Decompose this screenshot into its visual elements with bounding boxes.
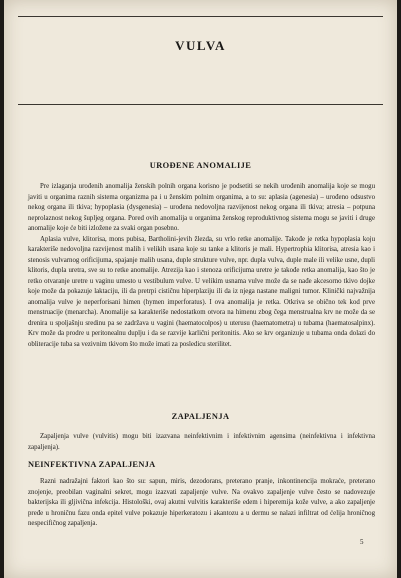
book-page xyxy=(4,0,397,578)
inflammation-text xyxy=(28,432,375,453)
top-rule xyxy=(18,16,383,17)
page-title: VULVA xyxy=(175,38,226,53)
noninfective-text xyxy=(28,477,375,530)
page-number: 5 xyxy=(360,538,364,546)
anomalies-text xyxy=(28,182,375,350)
anomalies-paragraph-1: Pre izlaganja urođenih anomalija ženskih polnih organa korisno je podsetiti se nekih urođenih anomalija koje se mogu javiti u organima raznih sistema organizma pa i u ženskim polnim organima, a to su: aplasia (agenesia) – urođeno odsustvo nekog organa ili tkiva; hypoplasia (dysgenesia) – urođena nedovoljna razvijenost nekog organa ili tkiva; atresia – potpuna neprolaznost nekog šupljeg organa. Pored ovih anomalija u organima ženskog reproduktivnog sistema mogu se javiti i druge anomalije koje će biti izložene za svaki organ posebno. xyxy=(28,183,375,232)
noninfective-paragraph: Razni nadražajni faktori kao što su: sapun, miris, dezodorans, preterano pranje, inkontinencija mokraće, preterano znojenje, preobilan vaginalni sekret, mogu izazvati zapaljenje vulve. Na ovakvo zapaljenje vulve često se nadovezuje bakterijska ili gljivična infekcija. Histološki, ovaj akutni vulvitis karakteriše edem i hiperemija kože vulve, a ako zapaljenje pređe u hroničnu fazu onda epitel vulve pokazuje hiperkeratozu i akantozu a u dermu se nalazi infiltrat od ćelija hroničnog nespecifičnog zapaljenja. xyxy=(28,478,375,527)
anomalies-paragraph-2: Aplasia vulve, klitorisa, mons pubisa, Bartholini-jevih žlezda, su vrlo retke anomalije. Takođe je retka hypoplasia koju karakteriše nedovoljna razvijenost malih i velikih usana koje su tanke a klitoris je mali. Hypertrophia klitorisa, atresia kao i stenosis vulvarnog orificijuma, spajanje malih usana, duple strukture vulve, npr. dupla vulva, duple male ili velike usne, dupli klitoris, dupla uretra, sve su to retke anomalije. Atrezija kao i stenoza orificijuma uretre je takođe retka anomalija, kao što je retko otvaranje uretre u vaginu umesto u vestibulum vulve. U velikim usnama vulve može da se nađe akcesorno tkivo dojke koje može da pokazuje laktaciju, ili da pretrpi cističnu hiperplaziju ili da iz njega nastane maligni tumor. Klinički najvažnija anomalija vulve je neperforisani himen (hymen imperforatus). I ova anomalija je retka. Otkriva se obično tek kod prve menstruacije (menarcha). Anomalije sa karakteriše nedostatkom otvora na himenu zbog čega menstrualna krv ne može da se drenira u spoljašnju sredinu pa se zadržava u vagini (haematocolpos) u uterusu (haematometra) u tubama (haematosalpinx). Krv može da prodre u peritonealnu duplju i da se razvije karlični peritonitis. Ako se krv organizuje u tubama onda dolazi do obliteracije tuba sa vezivnim tkivom što može imati za posledicu sterilitet. xyxy=(28,235,375,348)
title-rule xyxy=(18,104,383,105)
section-heading-anomalies: UROĐENE ANOMALIJE xyxy=(149,161,252,170)
section-heading-inflammation: ZAPALJENJA xyxy=(171,412,230,421)
inflammation-paragraph: Zapaljenja vulve (vulvitis) mogu biti izazvana neinfektivnim i infektivnim agensima (neinfektivna i infektivna zapaljenja). xyxy=(28,433,375,451)
section-heading-noninfective: NEINFEKTIVNA ZAPALJENJA xyxy=(28,460,156,469)
